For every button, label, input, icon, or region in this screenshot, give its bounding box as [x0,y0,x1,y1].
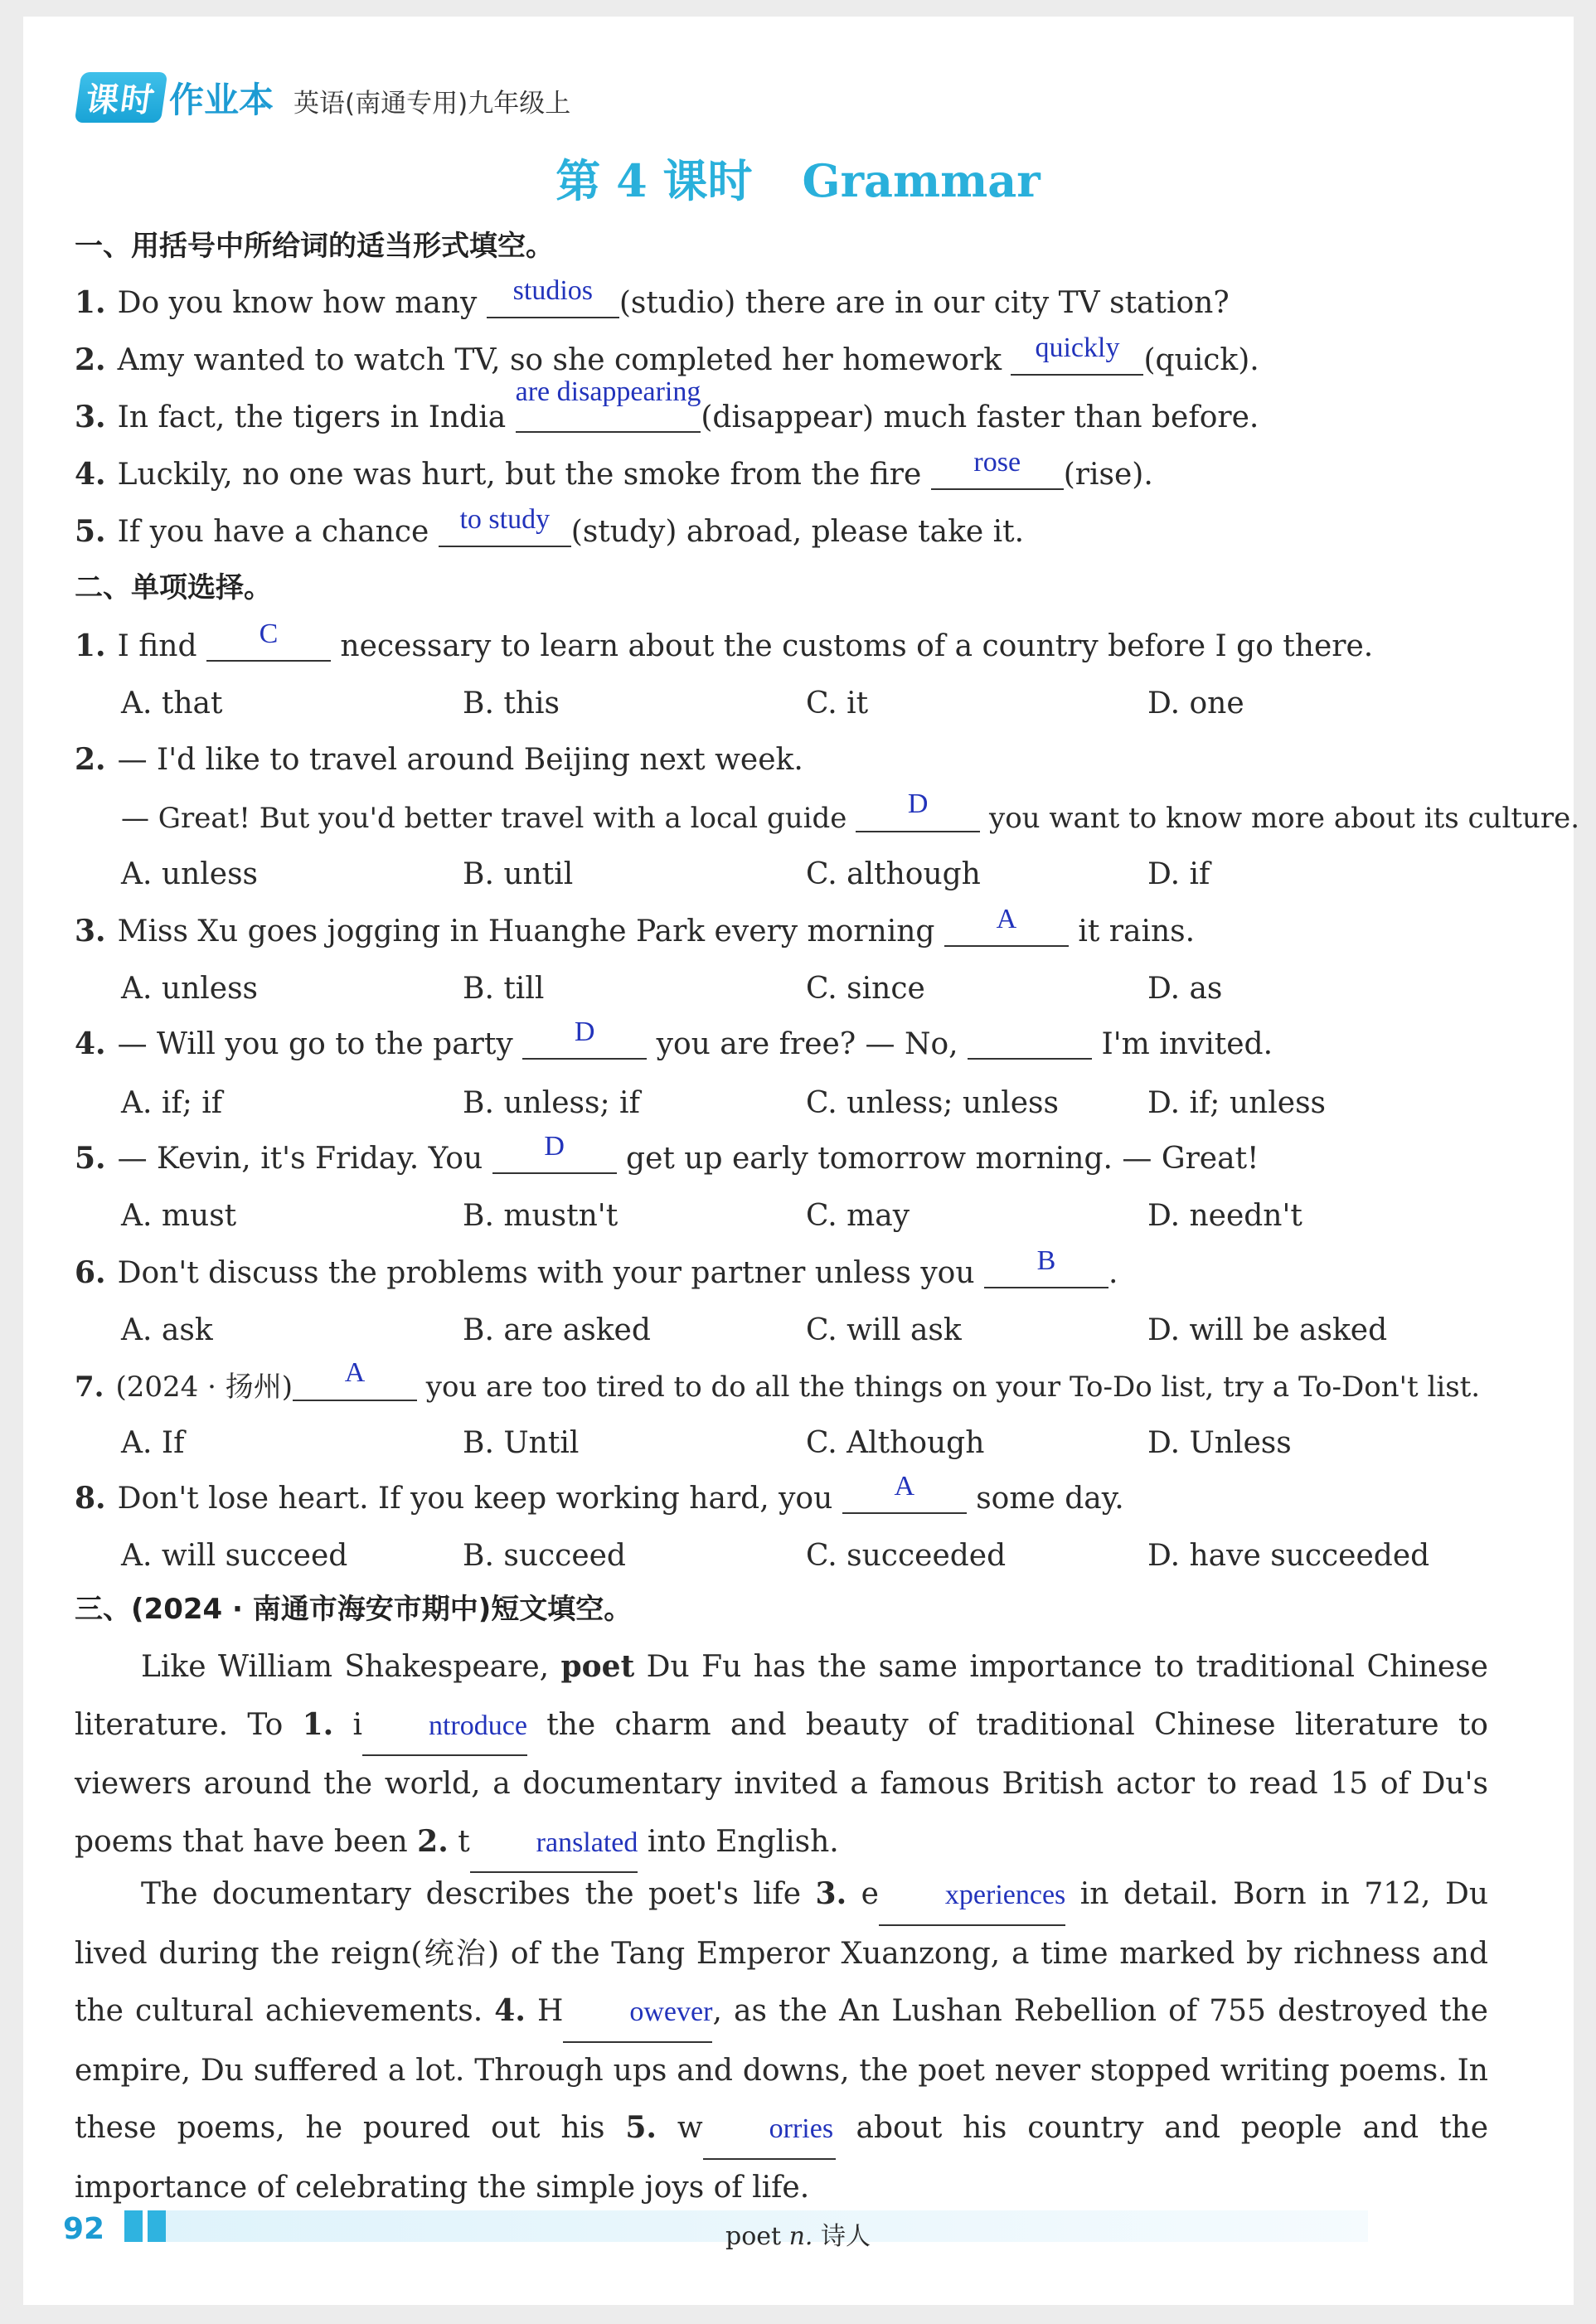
answer-text: A [894,1471,915,1502]
passage-blank-3[interactable] [879,1866,1065,1926]
question-text: Don't discuss the problems with your partner unless you [117,1256,975,1290]
option-d[interactable]: D. if [1147,857,1210,891]
option-b[interactable]: B. succeed [463,1539,626,1573]
answer-text: quickly [1035,332,1120,363]
lesson-title [0,146,1596,210]
answer-blank[interactable] [439,504,571,547]
passage-text: in detail. Born in 712, Du lived during the reign(统治) of the Tang Emperor Xuanzong, a time marked by richness and the cultural achievements. [75,1877,1489,2028]
option-c[interactable]: C. succeeded [806,1539,1007,1573]
s1-question-1 [75,275,1230,320]
answer-text: rose [973,447,1021,478]
option-b[interactable]: B. unless; if [463,1086,640,1120]
question-text: some day. [976,1482,1124,1516]
s2-question-5 [75,1131,1259,1176]
question-text: Do you know how many [117,286,478,320]
passage-text: , as the An Lushan Rebellion of 755 destroyed the empire, Du suffered a lot. Through ups and downs, the poet never stopped writing poems. In these poems, he poured out his [75,1994,1488,2145]
passage-paragraph-1 [75,1638,1488,1873]
option-b[interactable]: B. Until [463,1426,580,1460]
passage-text: into English. [647,1824,839,1859]
section3-heading: 三、(2024 · 南通市海安市期中)短文填空。 [75,1593,633,1626]
answer-blank[interactable] [487,275,619,318]
option-a[interactable]: A. that [121,687,223,720]
passage-blank-5[interactable] [703,2100,836,2160]
answer-text: D [907,788,929,819]
question-text: — Great! But you'd better travel with a local guide [121,802,847,835]
question-text: it rains. [1078,915,1196,949]
blank-hint: H [536,1994,564,2028]
answer-text: ntroduce [428,1710,527,1741]
book-name: 作业本 [169,80,274,120]
passage-text: Like William Shakespeare, [141,1650,550,1684]
question-text: (studio) there are in our city TV station? [619,286,1230,320]
answer-text: xperiences [944,1880,1066,1910]
answer-blank[interactable] [522,1016,647,1060]
blank-number: 1. [302,1706,334,1742]
s1-question-5 [75,504,1025,549]
question-number: 3. [75,400,106,434]
passage-text: the charm and beauty of traditional Chinese literature to viewers around the world, a documentary invited a famous British actor to read 15 of Du's poems that have been [75,1707,1488,1859]
option-b[interactable]: B. till [463,972,545,1006]
option-a[interactable]: A. must [121,1199,237,1233]
question-text: Amy wanted to watch TV, so she completed her homework [117,343,1002,377]
question-text: Luckily, no one was hurt, but the smoke from the fire [117,458,922,492]
lesson-title-cn: 第 4 课时 [555,154,753,207]
answer-text: are disappearing [515,376,701,407]
blank-number: 3. [815,1876,847,1911]
s2-question-2-line2 [121,788,1580,835]
question-number: 5. [75,1141,106,1176]
blank-hint: e [861,1877,879,1911]
option-d[interactable]: D. needn't [1147,1199,1303,1233]
answer-blank[interactable] [1011,332,1143,376]
page-number: 92 [63,2212,105,2246]
s2-question-2 [75,742,803,777]
answer-text: to study [459,504,551,535]
question-number: 6. [75,1255,106,1290]
passage-paragraph-2 [75,1866,1488,2216]
answer-blank[interactable] [206,619,331,662]
blank-hint: t [458,1824,470,1859]
question-text: necessary to learn about the customs of a country before I go there. [340,629,1374,663]
answer-blank[interactable] [515,376,701,433]
question-number: 1. [75,628,106,663]
option-d[interactable]: D. Unless [1147,1426,1292,1460]
question-number: 1. [75,285,106,320]
subject-label: 英语(南通专用)九年级上 [293,89,571,119]
question-text: Miss Xu goes jogging in Huanghe Park every morning [117,915,935,949]
option-c[interactable]: C. Although [806,1426,985,1460]
s1-question-2 [75,332,1259,377]
question-number: 7. [75,1371,104,1404]
blank-hint: w [677,2111,703,2145]
option-a[interactable]: A. ask [121,1313,213,1347]
answer-text: A [996,904,1017,934]
question-number: 3. [75,914,106,949]
s1-question-4 [75,447,1153,492]
answer-blank[interactable] [944,904,1069,947]
option-c[interactable]: C. it [806,687,869,720]
blank-number: 2. [417,1823,449,1859]
question-text: If you have a chance [117,515,429,549]
answer-blank-2[interactable] [968,1028,1092,1060]
section1-heading: 一、用括号中所给词的适当形式填空。 [75,230,554,263]
passage-text: Du Fu has the same importance to traditional Chinese literature. To [75,1650,1488,1742]
option-b[interactable]: B. are asked [463,1313,651,1347]
answer-text: studios [512,275,594,306]
question-number: 2. [75,742,106,777]
question-number: 5. [75,514,106,549]
option-a[interactable]: A. unless [121,972,259,1006]
option-a[interactable]: A. if; if [121,1086,223,1120]
blank-number: 4. [494,1993,526,2028]
question-text: In fact, the tigers in India [117,400,507,434]
question-number: 2. [75,342,106,377]
option-d[interactable]: D. will be asked [1147,1313,1388,1347]
option-d[interactable]: D. have succeeded [1147,1539,1430,1573]
footnote-pos: n. [788,2222,813,2251]
question-text: (rise). [1063,458,1153,492]
footnote-word: poet [725,2222,782,2251]
glossed-word: poet [560,1649,635,1684]
book-logo: 课时 [75,72,168,123]
option-d[interactable]: D. one [1147,687,1244,720]
answer-text: ranslated [536,1827,638,1858]
page-header [78,65,570,123]
passage-blank-1[interactable] [362,1697,527,1757]
question-number: 4. [75,457,106,492]
answer-blank[interactable] [492,1131,617,1174]
option-b[interactable]: B. this [463,687,560,720]
answer-text: A [344,1357,366,1388]
footnote [0,2215,1596,2252]
option-b[interactable]: B. mustn't [463,1199,619,1233]
question-text: — I'd like to travel around Beijing next week. [117,743,803,777]
question-text: I find [117,629,197,663]
blank-number: 5. [625,2110,657,2145]
question-text: (quick). [1143,343,1259,377]
option-c[interactable]: C. although [806,857,981,891]
option-a[interactable]: A. will succeed [121,1539,348,1573]
question-text: (disappear) much faster than before. [701,400,1259,434]
s2-question-7 [75,1357,1481,1404]
question-number: 8. [75,1481,106,1516]
option-c[interactable]: C. may [806,1199,910,1233]
s2-question-8 [75,1471,1124,1516]
s1-question-3 [75,376,1259,434]
answer-text: D [544,1131,565,1162]
answer-blank[interactable] [842,1471,967,1514]
passage-blank-2[interactable] [470,1814,638,1874]
answer-text: B [1036,1245,1056,1276]
section2-heading: 二、单项选择。 [75,571,272,604]
s2-question-6 [75,1245,1118,1290]
question-text: you want to know more about its culture. [989,802,1580,835]
question-number: 4. [75,1026,106,1061]
option-a[interactable]: A. unless [121,857,259,891]
option-c[interactable]: C. since [806,972,925,1006]
question-text: (study) abroad, please take it. [570,515,1025,549]
answer-text: orries [769,2113,834,2144]
question-text: — Kevin, it's Friday. You [117,1142,483,1176]
answer-text: D [574,1016,595,1047]
option-d[interactable]: D. if; unless [1147,1086,1327,1120]
option-c[interactable]: C. will ask [806,1313,962,1347]
option-b[interactable]: B. until [463,857,574,891]
question-text: I'm invited. [1101,1027,1273,1061]
lesson-title-en: Grammar [802,154,1041,207]
answer-text: C [259,619,279,649]
question-text: Don't lose heart. If you keep working hard, you [117,1482,833,1516]
answer-blank[interactable] [931,447,1064,490]
question-text: (2024 · 扬州) [115,1371,293,1404]
passage-text: The documentary describes the poet's life [141,1877,802,1911]
question-text: — Will you go to the party [117,1027,513,1061]
s2-question-4 [75,1016,1273,1061]
passage-text: about his country and people and the importance of celebrating the simple joys of life. [75,2111,1489,2205]
blank-hint: i [352,1707,362,1742]
question-text: get up early tomorrow morning. — Great! [626,1142,1259,1176]
answer-blank[interactable] [293,1357,417,1401]
footnote-meaning: 诗人 [821,2222,871,2251]
question-text: you are free? — No, [656,1027,958,1061]
s2-question-1 [75,619,1374,663]
answer-text: owever [629,1997,713,2027]
answer-blank[interactable] [984,1245,1108,1288]
option-c[interactable]: C. unless; unless [806,1086,1059,1120]
question-text: . [1108,1256,1118,1290]
passage-blank-4[interactable] [563,1983,712,2043]
question-text: you are too tired to do all the things on your To-Do list, try a To-Don't list. [425,1371,1481,1404]
option-a[interactable]: A. If [121,1426,185,1460]
answer-blank[interactable] [856,788,980,832]
s2-question-3 [75,904,1196,949]
option-d[interactable]: D. as [1147,972,1223,1006]
